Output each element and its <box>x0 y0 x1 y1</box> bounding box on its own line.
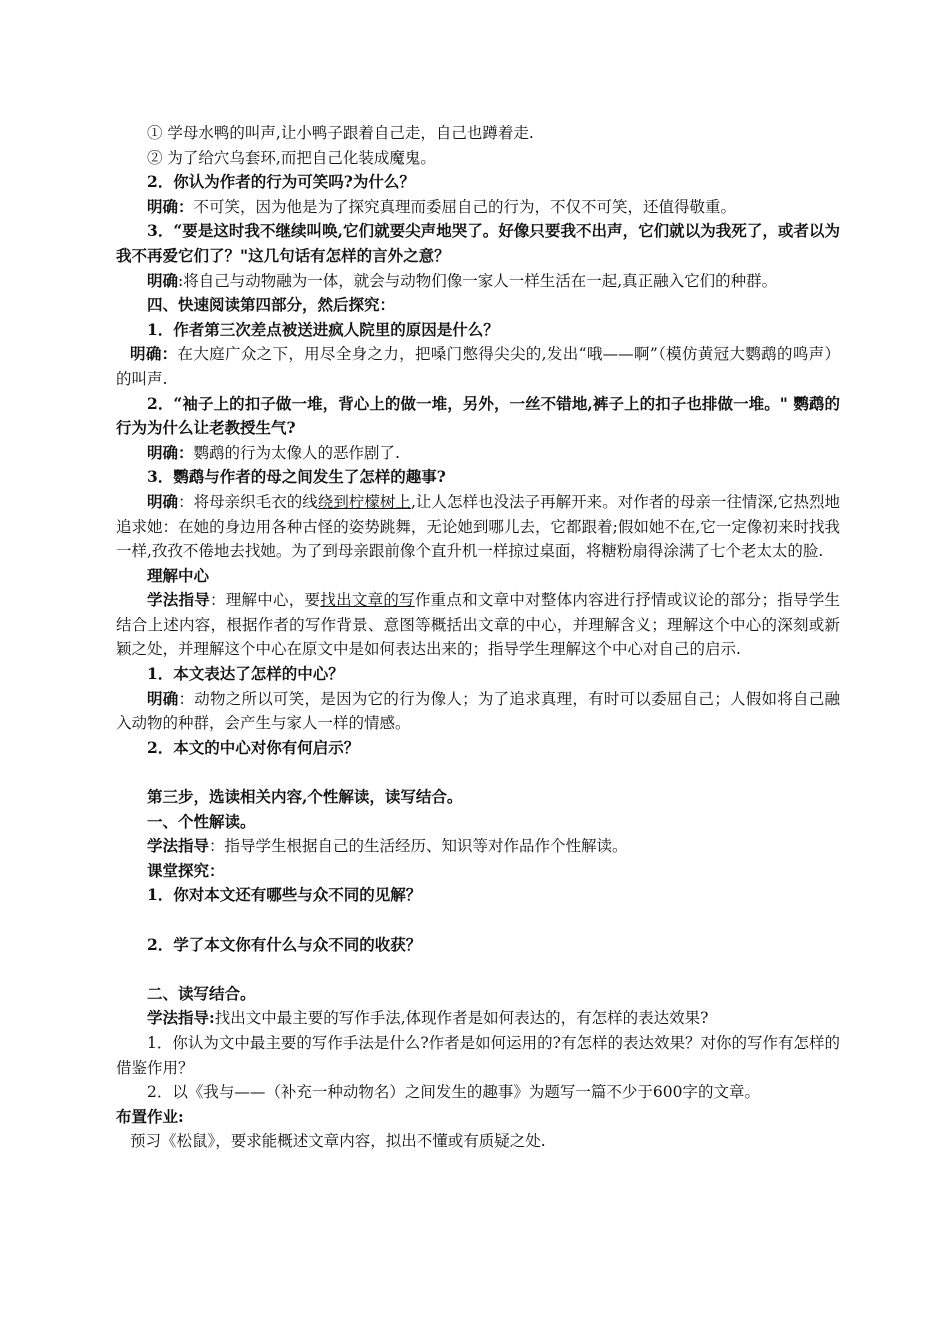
answer-text: ：将母亲织毛衣的线 <box>178 492 318 511</box>
list-item: 2．以《我与——（补充一种动物名）之间发生的趣事》为题写一篇不少于600字的文章。 <box>147 1083 760 1102</box>
question: 2．你认为作者的行为可笑吗?为什么？ <box>147 172 415 192</box>
spacer <box>116 760 840 785</box>
homework-heading: 布置作业: <box>116 1106 184 1126</box>
spacer <box>116 957 840 982</box>
guide-label: 学法指导 <box>147 590 211 610</box>
answer <box>116 269 840 294</box>
answer <box>116 342 840 391</box>
answer-label: 明确 <box>147 688 179 708</box>
section-heading: 四、快速阅读第四部分，然后探究： <box>147 295 396 315</box>
answer-label: 明确： <box>147 196 194 216</box>
section-heading: 二、读写结合。 <box>147 983 256 1003</box>
answer-text: :将自己与动物融为一体，就会与动物们像一家人一样生活在一起,真正融入它们的种群。 <box>178 271 778 290</box>
question: 1．作者第三次差点被送进疯人院里的原因是什么？ <box>147 319 499 339</box>
section-heading: 一、个性解读。 <box>147 811 256 831</box>
guide-text: ：指导学生根据自己的生活经历、知识等对作品作个性解读。 <box>209 837 628 856</box>
question: 3．“要是这时我不继续叫唤,它们就要尖声地哭了。好像只要我不出声，它们就以为我死了，或者以为我不再爱它们了？"这几句话有怎样的言外之意？ <box>116 221 840 265</box>
answer-text: 鹦鹉的行为太像人的恶作剧了. <box>193 443 400 462</box>
answer-text: 在大庭广众之下，用尽全身之力，把嗓门憋得尖尖的,发出“哦——啊”（模仿黄冠大鹦鹉的鸣声）的叫声. <box>116 345 840 388</box>
method-guide <box>116 1006 840 1031</box>
answer <box>116 490 840 564</box>
list-item: 1．你认为文中最主要的写作手法是什么?作者是如何运用的?有怎样的表达效果？对你的写作有怎样的借鉴作用？ <box>116 1033 840 1077</box>
guide-text: ：理解中心，要 <box>210 591 321 610</box>
guide-text-rest: 作重点和文章中对整体内容进行抒情或议论的部分；指导学生结合上述内容，根据作者的写作背景、意图等概括出文章的中心，并理解含义；理解这个中心的深刻或新颖之处，并理解这个中心在原文中是如何表达出来的；指导学生理解这个中心对自己的启示. <box>116 591 840 659</box>
guide-label: 学法指导 <box>147 836 210 856</box>
question: 2．本文的中心对你有何启示？ <box>147 737 360 757</box>
section-heading: 课堂探究： <box>147 860 225 880</box>
answer-label: 明确 <box>147 270 179 290</box>
guide-text: 找出文中最主要的写作手法,体现作者是如何表达的，有怎样的表达效果? <box>214 1009 709 1028</box>
answer-text-rest: ,让人怎样也没法子再解开来。对作者的母亲一往情深,它热烈地追求她：在她的身边用各种古怪的姿势跳舞，无论她到哪儿去，它都跟着;假如她不在,它一定像初来时找我一样,孜孜不倦地去找她。为了到母亲跟前像个直升机一样掠过桌面，将糖粉扇得涂满了七个老太太的脸. <box>116 492 840 561</box>
method-guide <box>116 588 840 662</box>
answer-text: ：动物之所以可笑，是因为它的行为像人；为了追求真理，有时可以委屈自己；人假如将自己融入动物的种群，会产生与家人一样的情感。 <box>116 689 840 733</box>
answer <box>116 687 840 736</box>
spacer <box>116 908 840 933</box>
question: 2．学了本文你有什么与众不同的收获？ <box>147 934 422 954</box>
method-guide <box>116 834 840 859</box>
question: 1．你对本文还有哪些与众不同的见解？ <box>147 885 422 905</box>
answer <box>116 195 840 220</box>
list-item: ② 为了给穴乌套环,而把自己化装成魔鬼。 <box>147 148 436 167</box>
underlined-text: 找出文章的写 <box>320 591 415 610</box>
answer <box>116 441 840 466</box>
section-heading: 理解中心 <box>147 565 210 585</box>
question: 1．本文表达了怎样的中心？ <box>147 664 344 684</box>
answer-label: 明确： <box>130 344 178 364</box>
answer-label: 明确 <box>147 491 179 511</box>
underlined-text: 绕到柠檬树上 <box>317 492 411 511</box>
homework-text: 预习《松鼠》，要求能概述文章内容，拟出不懂或有质疑之处. <box>130 1132 546 1151</box>
question: 3．鹦鹉与作者的母之间发生了怎样的趣事? <box>147 467 446 487</box>
answer-text: 不可笑，因为他是为了探究真理而委屈自己的行为，不仅不可笑，还值得敬重。 <box>193 197 737 216</box>
question: 2．“袖子上的扣子做一堆，背心上的做一堆，另外，一丝不错地,裤子上的扣子也排做一堆。" 鹦鹉的行为为什么让老教授生气? <box>116 393 840 438</box>
answer-label: 明确： <box>147 442 194 462</box>
list-item: ① 学母水鸭的叫声,让小鸭子跟着自己走，自己也蹲着走. <box>147 124 534 142</box>
step-heading: 第三步，选读相关内容,个性解读，读写结合。 <box>147 787 463 807</box>
guide-label: 学法指导: <box>147 1008 215 1028</box>
